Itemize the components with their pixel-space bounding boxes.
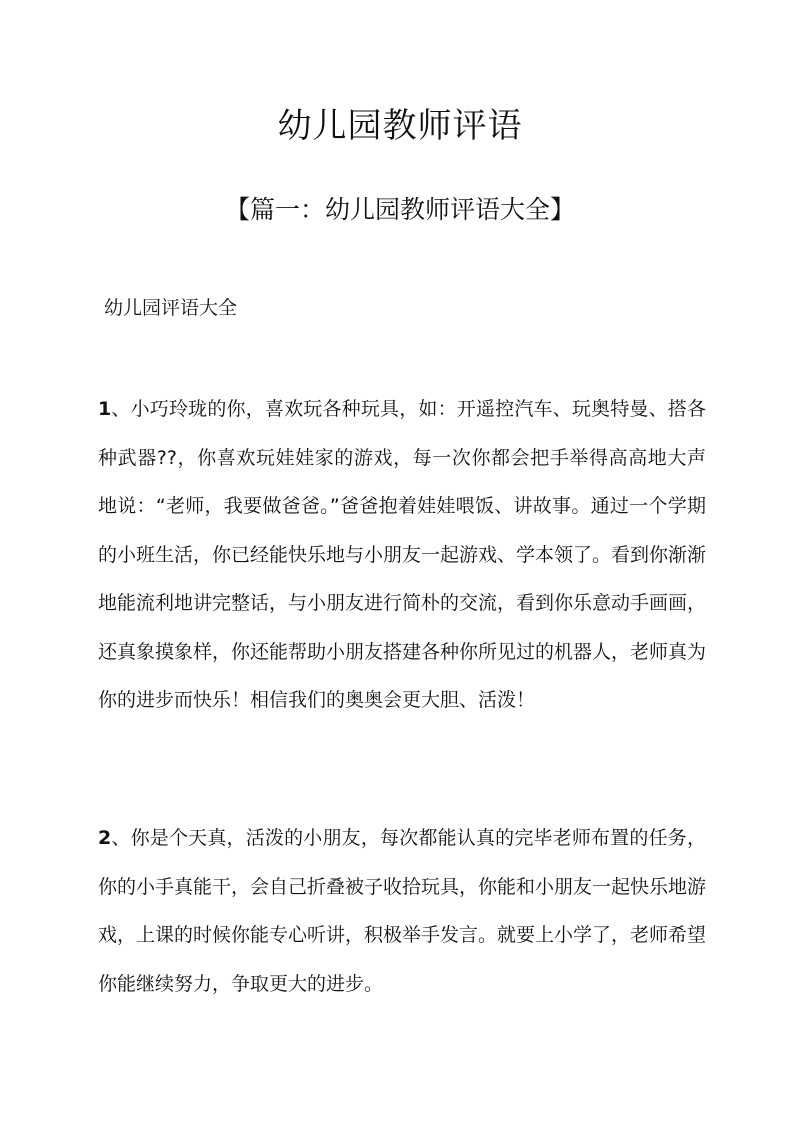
comment-paragraph	[98, 385, 706, 725]
paragraph-number: 2	[98, 827, 112, 849]
paragraph-text: 、你是个天真，活泼的小朋友，每次都能认真的完毕老师布置的任务，你的小手真能干，会自己折叠被子收拾玩具，你能和小朋友一起快乐地游戏，上课的时候你能专心听讲，积极举手发言。就要上小学了，老师希望你能继续努力，争取更大的进步。	[98, 827, 707, 995]
paragraph-number: 1	[98, 398, 112, 420]
document-subtitle: 【篇一：幼儿园教师评语大全】	[224, 195, 575, 224]
document-title: 幼儿园教师评语	[277, 106, 523, 146]
section-heading: 幼儿园评语大全	[104, 297, 238, 319]
comment-paragraph	[98, 814, 706, 1008]
paragraph-text: 、小巧玲珑的你，喜欢玩各种玩具，如：开遥控汽车、玩奥特曼、搭各种武器??，你喜欢玩娃娃家的游戏，每一次你都会把手举得高高地大声地说：“老师，我要做爸爸。”爸爸抱着娃娃喂饭、讲故事。通过一个学期的小班生活，你已经能快乐地与小朋友一起游戏、学本领了。看到你渐渐地能流利地讲完整话，与小朋友进行简朴的交流，看到你乐意动手画画，还真象摸象样，你还能帮助小朋友搭建各种你所见过的机器人，老师真为你的进步而快乐！相信我们的奥奥会更大胆、活泼！	[98, 398, 707, 711]
